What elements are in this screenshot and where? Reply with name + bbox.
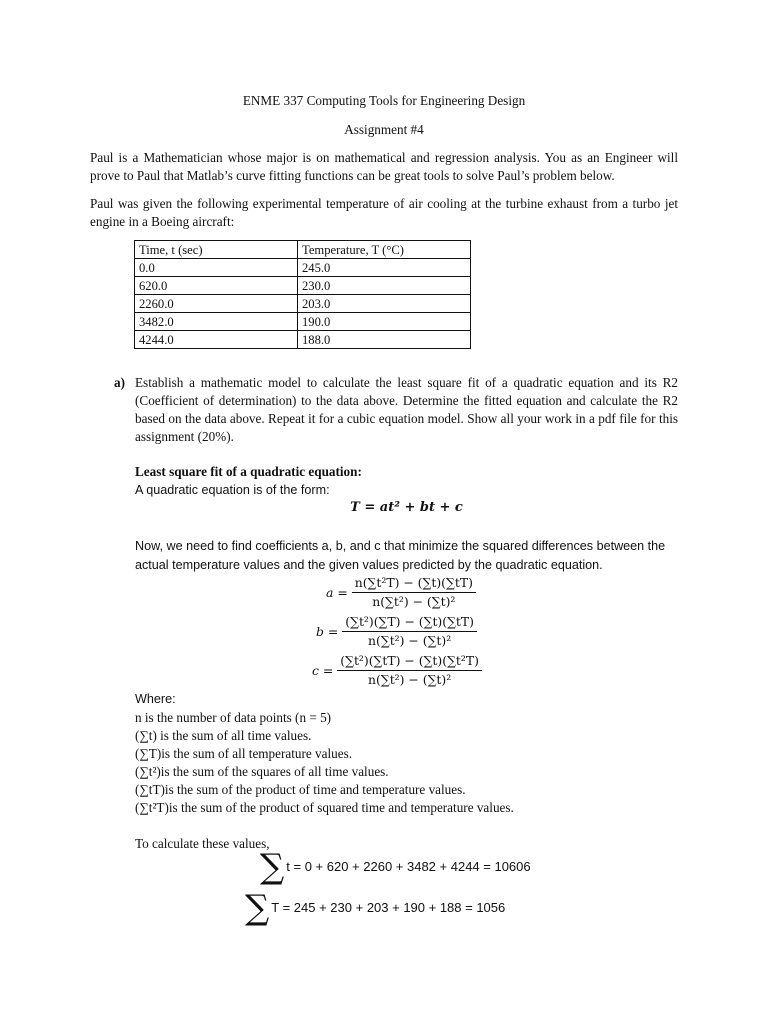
where-item: (∑T)is the sum of all temperature values. xyxy=(135,746,353,761)
table-header-time: Time, t (sec) xyxy=(135,241,298,259)
table-cell-time: 4244.0 xyxy=(135,331,298,349)
where-label: Where: xyxy=(135,692,176,706)
formula-c xyxy=(312,653,482,688)
part-a-marker: a) xyxy=(114,375,125,390)
data-table xyxy=(134,240,471,349)
table-header-row xyxy=(135,241,471,259)
part-a-text: Establish a mathematic model to calculate the least square fit of a quadratic equation and its R2 (Coefficient of determination) to the data above. Determine the fitted equation and calculate the R2 based on the data above. Repeat it for a cubic equation model. Show all your work in a pdf file for this assignment (20%). xyxy=(135,375,678,444)
formula-c-lhs: c = xyxy=(312,663,334,678)
formula-a xyxy=(326,575,476,610)
sum-t-equation xyxy=(260,847,531,887)
formula-c-fraction xyxy=(337,653,482,688)
table-row xyxy=(135,331,471,349)
formula-b-lhs: b = xyxy=(316,624,339,639)
where-item: (∑t²)is the sum of the squares of all time values. xyxy=(135,764,389,779)
sum-T-equation xyxy=(245,888,506,928)
course-title: ENME 337 Computing Tools for Engineering Design xyxy=(242,93,526,108)
formula-b-denominator: n(∑t²) − (∑t)² xyxy=(368,633,452,648)
sum-t-text: t = 0 + 620 + 2260 + 3482 + 4244 = 10606 xyxy=(286,859,531,874)
summation-icon: ∑ xyxy=(260,847,285,887)
section-heading: Least square fit of a quadratic equation: xyxy=(135,464,362,479)
quadratic-form-text: A quadratic equation is of the form: xyxy=(135,483,330,497)
formula-c-numerator: (∑t²)(∑tT) − (∑t)(∑t²T) xyxy=(337,653,482,671)
formula-a-lhs: a = xyxy=(326,585,348,600)
where-item: (∑tT)is the sum of the product of time and temperature values. xyxy=(135,782,466,797)
table-cell-time: 620.0 xyxy=(135,277,298,295)
table-cell-time: 0.0 xyxy=(135,259,298,277)
formula-b-fraction xyxy=(342,614,477,649)
formula-b xyxy=(316,614,477,649)
table-row xyxy=(135,259,471,277)
table-cell-temperature: 245.0 xyxy=(298,259,471,277)
formula-a-numerator: n(∑t²T) − (∑t)(∑tT) xyxy=(352,575,476,593)
table-cell-temperature: 203.0 xyxy=(298,295,471,313)
intro-paragraph-2: Paul was given the following experimental temperature of air cooling at the turbine exhaust from a turbo jet engine in a Boeing aircraft: xyxy=(90,196,678,229)
table-cell-temperature: 230.0 xyxy=(298,277,471,295)
formula-c-denominator: n(∑t²) − (∑t)² xyxy=(368,672,452,687)
table-cell-time: 3482.0 xyxy=(135,313,298,331)
sum-T-text: T = 245 + 230 + 203 + 190 + 188 = 1056 xyxy=(271,900,506,915)
table-cell-temperature: 188.0 xyxy=(298,331,471,349)
where-list xyxy=(135,709,514,817)
calc-intro: To calculate these values, xyxy=(135,836,270,851)
table-row xyxy=(135,277,471,295)
where-item: (∑t) is the sum of all time values. xyxy=(135,728,312,743)
formula-a-denominator: n(∑t²) − (∑t)² xyxy=(372,594,456,609)
table-cell-time: 2260.0 xyxy=(135,295,298,313)
where-item: n is the number of data points (n = 5) xyxy=(135,710,332,725)
table-row xyxy=(135,295,471,313)
where-item: (∑t²T)is the sum of the product of squared time and temperature values. xyxy=(135,800,514,815)
table-row xyxy=(135,313,471,331)
formula-a-fraction xyxy=(352,575,476,610)
table-cell-temperature: 190.0 xyxy=(298,313,471,331)
table-header-temperature: Temperature, T (°C) xyxy=(298,241,471,259)
intro-paragraph-1: Paul is a Mathematician whose major is on mathematical and regression analysis. You as an Engineer will prove to Paul that Matlab’s curve fitting functions can be great tools to solve Paul’s problem below. xyxy=(90,150,678,183)
now-paragraph: Now, we need to find coefficients a, b, and c that minimize the squared differences between the actual temperature values and the given values predicted by the quadratic equation. xyxy=(135,539,666,572)
assignment-title: Assignment #4 xyxy=(344,122,424,137)
formula-b-numerator: (∑t²)(∑T) − (∑t)(∑tT) xyxy=(342,614,477,632)
summation-icon: ∑ xyxy=(245,888,270,928)
quadratic-equation: T = at² + bt + c xyxy=(350,500,463,515)
